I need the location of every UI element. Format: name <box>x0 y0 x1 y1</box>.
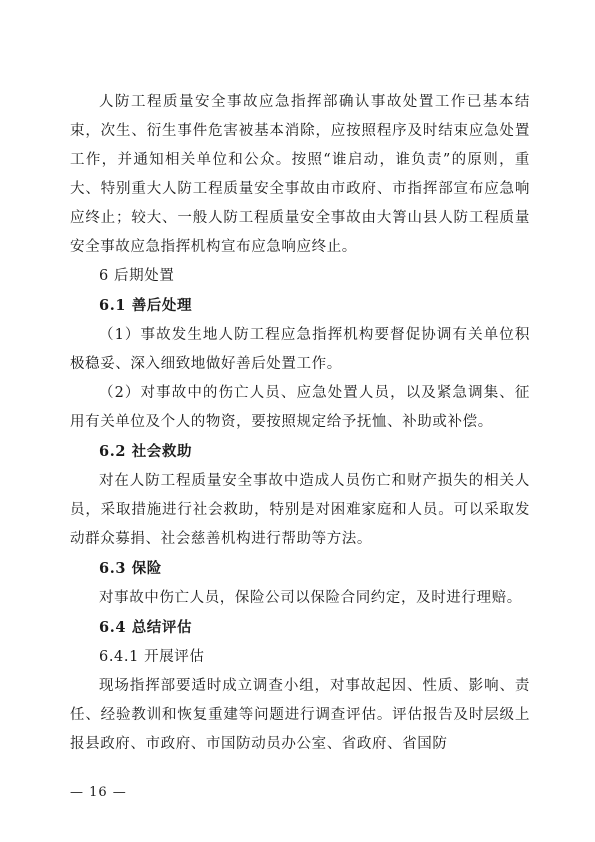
paragraph-insurance: 对事故中伤亡人员，保险公司以保险合同约定，及时进行理赔。 <box>99 590 522 606</box>
section-heading-6-3 <box>70 554 530 584</box>
section-title: 总结评估 <box>131 620 193 636</box>
paragraph-social-aid: 对在人防工程质量安全事故中造成人员伤亡和财产损失的相关人员，采取措施进行社会救助，特别是对困难家庭和人员。可以采取发动群众募捐、社会慈善机构进行帮助等方法。 <box>70 473 530 547</box>
paragraph-evaluation: 现场指挥部要适时成立调查小组，对事故起因、性质、影响、责任、经验教训和恢复重建等问题进行调查评估。评估报告及时层级上报县政府、市政府、市国防动员办公室、省政府、省国防 <box>70 678 530 752</box>
paragraph-response-termination: 人防工程质量安全事故应急指挥部确认事故处置工作已基本结束，次生、衍生事件危害被基本消除，应按照程序及时结束应急处置工作，并通知相关单位和公众。按照“谁启动，谁负责”的原则，重大、特别重大人防工程质量安全事故由市政府、市指挥部宣布应急响应终止；较大、一般人防工程质量安全事故由大箐山县人防工程质量安全事故应急指挥机构宣布应急响应终止。 <box>70 94 530 255</box>
section-heading-6-2 <box>70 437 530 467</box>
section-number: 6.4 <box>99 619 127 636</box>
section-heading-6-4 <box>70 613 530 643</box>
paragraph-aftermath-1: （1）事故发生地人防工程应急指挥机构要督促协调有关单位积极稳妥、深入细致地做好善后处置工作。 <box>70 327 530 372</box>
document-body <box>70 88 530 759</box>
section-title: 保险 <box>131 561 162 577</box>
section-title: 社会救助 <box>131 444 193 460</box>
page-number: — 16 — <box>70 785 127 800</box>
section-heading-6: 6 后期处置 <box>99 268 175 284</box>
section-number: 6.2 <box>99 443 127 460</box>
section-number: 6.1 <box>99 297 127 314</box>
section-title: 善后处理 <box>131 298 193 314</box>
section-heading-6-4-1: 6.4.1 开展评估 <box>99 649 205 665</box>
paragraph-aftermath-2: （2）对事故中的伤亡人员、应急处置人员，以及紧急调集、征用有关单位及个人的物资，要按照规定给予抚恤、补助或补偿。 <box>70 385 530 430</box>
section-heading-6-1 <box>70 291 530 321</box>
section-number: 6.3 <box>99 560 127 577</box>
